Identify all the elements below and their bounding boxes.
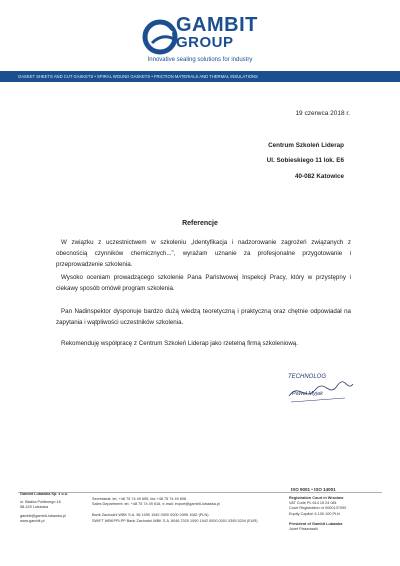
- brand-group: GROUP: [176, 34, 234, 51]
- paragraph-3: Pan Nadinspektor dysponuje bardzo dużą wiedzą teoretyczną i praktyczną oraz chętnie odpowiadał na zapytania i wątpliwości uczestników szkolenia.: [56, 308, 351, 326]
- letter-title: Referencje: [182, 220, 218, 227]
- paragraph-2: Wysoko oceniam prowadzącego szkolenie Pana Państwowej Inspekcji Pracy, który w przystępny i ciekawy sposób omówił program szkolenia.: [56, 274, 351, 292]
- paragraph-4: Rekomenduję współpracę z Centrum Szkoleń Liderap jako rzetelną firmą szkoleniową.: [61, 340, 298, 347]
- letter-date: 19 czerwca 2018 r.: [295, 110, 350, 117]
- president-title: President of Gambit Lubawka: [289, 521, 343, 526]
- company-city: 58-420 Lubawka: [20, 505, 49, 510]
- recipient-city: 40-082 Katowice: [294, 173, 344, 180]
- paragraph-1: W związku z uczestnictwem w szkoleniu „Identyfikacja i nadzorowanie zagrożeń związanych z obecnością czynników chemicznych...”, wyrażam uznanie za profesjonalne przygotowanie i przeprowadzenie szkolenia.: [56, 239, 351, 268]
- company-street: ul. Błażka Politenego 16: [20, 500, 61, 505]
- company-website[interactable]: www.gambit.pl: [20, 518, 45, 523]
- signature-name: Paweł Myjak: [292, 391, 323, 397]
- footer-contacts: [92, 497, 287, 524]
- reg-capital: Equity Capital: 6.100.100 PLN: [289, 511, 340, 516]
- reg-vat: VAT Code PL 614 15 24 081: [289, 501, 337, 506]
- bank-eur: SWIFT WBKPPLPP Bank Zachodni WBK S.A. 8046 7020 1090 1942 0000 0001 0395 5204 (EUR): [92, 518, 258, 523]
- company-email[interactable]: gambit@gambit-lubawka.pl: [20, 513, 66, 518]
- brand-name: GAMBIT: [176, 14, 258, 36]
- bank-pln: Bank Zachodni WBK S.A. 56 1090 1942 0000 0000 0395 1082 (PLN): [92, 513, 209, 518]
- contact-sales: Sales Department: tel. +48 75 74 49 616, e-mail: export@gambit-lubawka.pl: [92, 502, 220, 507]
- company-name: Gambit Lubawka Sp. z o.o.: [20, 492, 69, 496]
- reg-court: Registration Court in Wrocław: [289, 496, 344, 500]
- reg-number: Court Registration nr 0000137090: [289, 506, 347, 511]
- product-band: [0, 71, 400, 82]
- footer-company: [20, 492, 90, 524]
- footer-registration: [289, 496, 384, 532]
- product-band-text: GASKET SHEETS AND CUT GASKETS • SPIRAL WOUND GASKETS • FRICTION MATERIALS AND THERMAL INSULATIONS: [18, 74, 258, 79]
- tagline: Innovative sealing solutions for industry: [147, 57, 253, 63]
- recipient-name: Centrum Szkoleń Liderap: [268, 142, 344, 149]
- iso-certification: ISO 9001 • ISO 14001: [291, 487, 336, 492]
- recipient-street: Ul. Sobieskiego 11 lok. E6: [266, 157, 344, 164]
- contact-secretariat: Secretariat: tel. +48 75 74 49 695, fax +48 75 74 49 698: [92, 497, 187, 501]
- president-name: Józef Piaszowski: [289, 527, 318, 532]
- signature-title: TECHNOLOG: [288, 374, 327, 380]
